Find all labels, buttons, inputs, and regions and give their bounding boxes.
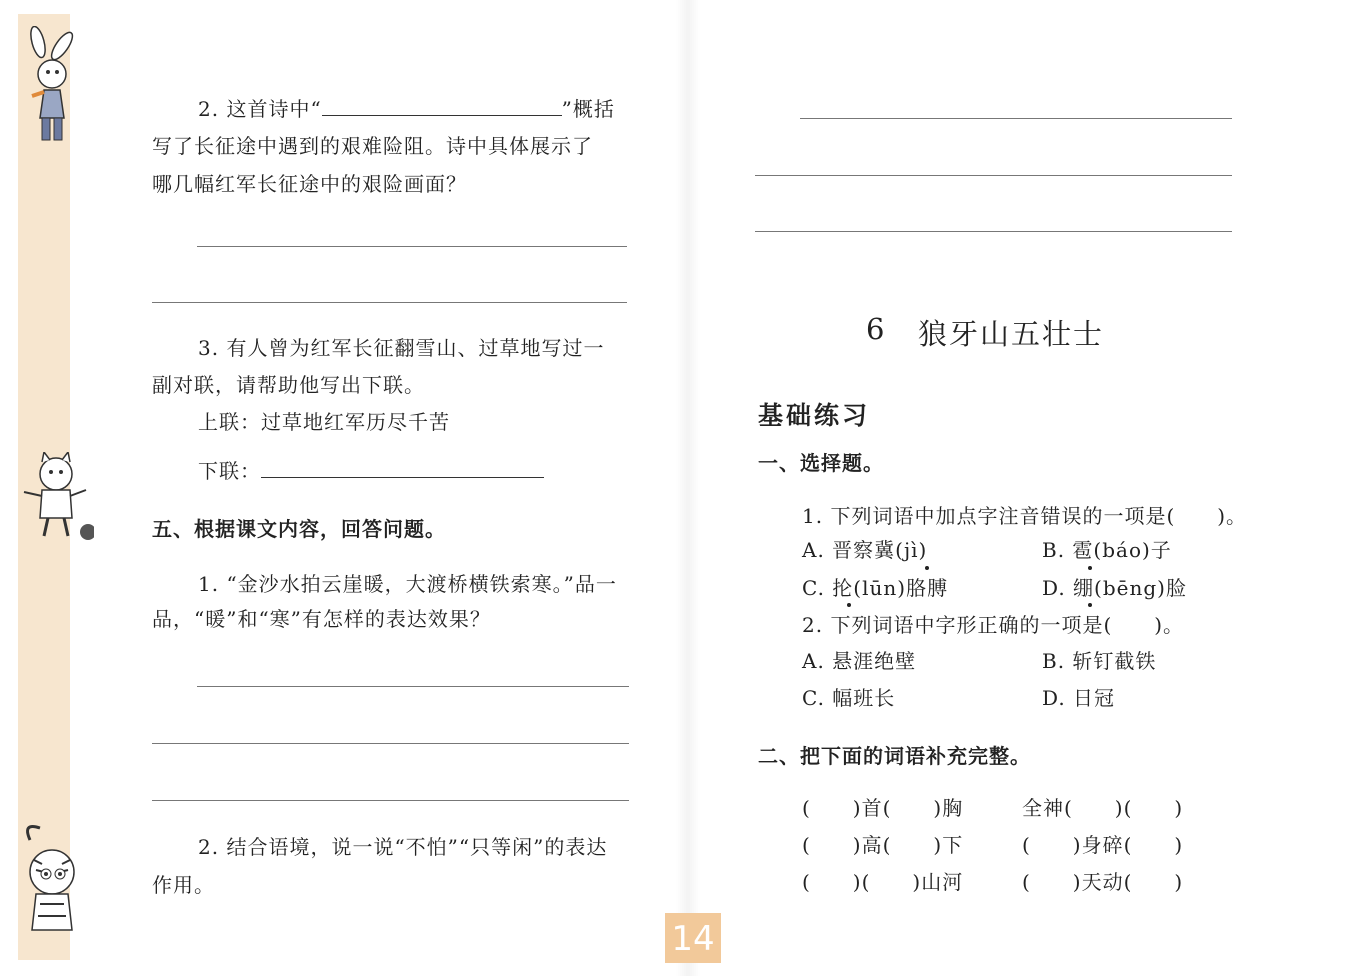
answer-line	[755, 231, 1232, 232]
lesson-number: 6	[866, 312, 887, 346]
left-q3-line1: 3. 有人曾为红军长征翻雪山、过草地写过一	[198, 336, 605, 360]
left-s5q2-line1: 2. 结合语境，说一说“不怕”“只等闲”的表达	[198, 835, 608, 859]
left-q3-shanglian: 上联：过草地红军历尽千苦	[198, 410, 450, 434]
q1-option-b: B. 雹(báo)子	[1042, 538, 1172, 562]
cat-cartoon-icon	[14, 452, 94, 544]
part1-heading: 一、选择题。	[758, 451, 884, 475]
left-q2-line2: 写了长征途中遇到的艰难险阻。诗中具体展示了	[152, 134, 593, 158]
q1-option-c: C. 抡(lūn)胳膊	[802, 576, 949, 600]
left-q3-xialian: 下联：	[198, 457, 544, 485]
xialian-blank	[261, 457, 544, 478]
q1-option-d: D. 绷(bēng)脸	[1042, 576, 1187, 600]
section-heading: 基础练习	[758, 401, 871, 430]
q2-option-c: C. 幅班长	[802, 686, 896, 710]
fill-item: ( )高( )下	[802, 833, 964, 857]
left-q3-line2: 副对联，请帮助他写出下联。	[152, 373, 425, 397]
fill-item: ( )天动( )	[1022, 870, 1184, 894]
fill-item: ( )身碎( )	[1022, 833, 1184, 857]
answer-line	[152, 800, 629, 801]
q1-option-a: A. 晋察冀(jì)	[802, 538, 928, 562]
fill-item: ( )首( )胸	[802, 796, 964, 820]
answer-line	[755, 175, 1232, 176]
right-q2: 2. 下列词语中字形正确的一项是( )。	[802, 613, 1185, 637]
page-fold	[676, 0, 700, 976]
q2-option-b: B. 斩钉截铁	[1042, 649, 1157, 673]
emphasis-dot	[925, 566, 929, 570]
answer-line	[197, 246, 627, 247]
answer-line	[197, 686, 629, 687]
answer-line	[800, 118, 1232, 119]
part2-heading: 二、把下面的词语补充完整。	[758, 744, 1031, 768]
left-s5q1-line1: 1. “金沙水拍云崖暖，大渡桥横铁索寒。”品一	[198, 572, 617, 596]
fill-item: 全神( )( )	[1022, 796, 1184, 820]
emphasis-dot	[1088, 566, 1092, 570]
q2-option-d: D. 日冠	[1042, 686, 1116, 710]
tiger-cartoon-icon	[16, 820, 86, 940]
left-section5-heading: 五、根据课文内容，回答问题。	[152, 517, 446, 541]
emphasis-dot	[847, 603, 851, 607]
left-s5q1-line2: 品，“暖”和“寒”有怎样的表达效果？	[152, 607, 491, 631]
lesson-title: 狼牙山五壮士	[918, 317, 1105, 351]
q2-option-a: A. 悬涯绝壁	[802, 649, 917, 673]
answer-line	[152, 302, 627, 303]
right-q1: 1. 下列词语中加点字注音错误的一项是( )。	[802, 504, 1248, 528]
q2-blank	[322, 95, 562, 116]
left-q2-line3: 哪几幅红军长征途中的艰险画面？	[152, 172, 467, 196]
fill-item: ( )( )山河	[802, 870, 964, 894]
page-number-badge: 14	[665, 913, 721, 963]
left-q2-line1: 2. 这首诗中“ ”概括	[198, 97, 615, 121]
emphasis-dot	[1088, 603, 1092, 607]
answer-line	[152, 743, 629, 744]
left-s5q2-line2: 作用。	[152, 873, 215, 897]
rabbit-cartoon-icon	[14, 26, 88, 150]
